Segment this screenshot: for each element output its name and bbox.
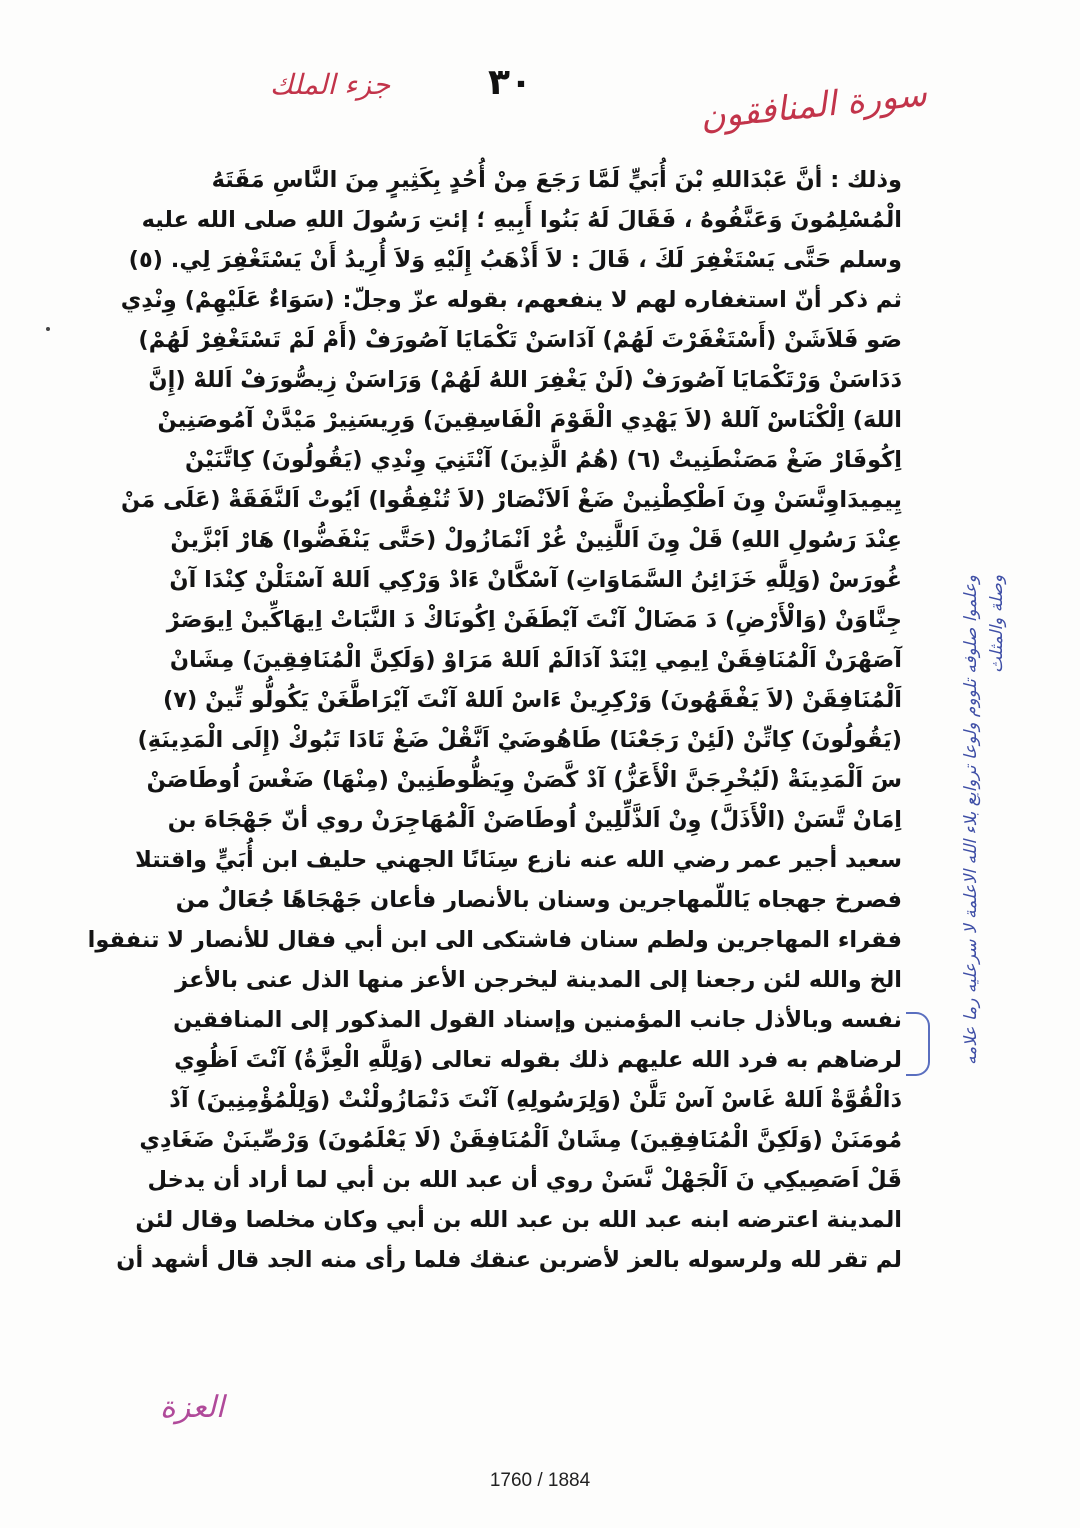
main-text-block	[87, 160, 902, 1280]
text-line: لم تقر لله ولرسوله بالعز لأضربن عنقك فلما رأى منه الجد قال أشهد أن	[116, 1247, 902, 1273]
scan-speck	[46, 327, 50, 331]
text-line: فقراء المهاجرين ولطم سنان فاشتكى الى ابن أبي فقال للأنصار لا تنفقوا	[87, 927, 902, 953]
text-line: اِمَانْ تَّسَنْ (الْأَذَلَّ) وِنْ اَلذَّلِّلِينْ اُوطَاصَنْ اَلْمُهَاجِرَنْ روي أنّ جَهْجَاهَ بن	[167, 807, 902, 833]
text-line: اَلْمُنَافِقَنْ (لاَ يَفْقَهُونَ) وَرْكِرِينْ ءَاسْ اَللهْ آنْتَ آيْرَاطَّغَنْ يَكُولُّو تِّينْ (٧)	[162, 687, 902, 713]
handwritten-margin-note: وعلموا صلوفه تلووم ولوعا تروايع بلاء الله الاعلمة لا سرعليه رما علامه وصلة والمثلث	[961, 575, 1007, 1066]
text-line: صَو فَلاَشَنْ (أَسْتَغْفَرْتَ لَهُمْ) آدَاسَنْ تَكْمَايَا آصُورَفْ (أَمْ لَمْ تَسْتَغْفِرْ لَهُمْ)	[138, 327, 902, 353]
text-line: قَلْ اَصَصِيكِي نَ اَلْجَهْلْ نَّسَنْ روي أن عبد الله بن أبي لما أراد أن يدخل	[147, 1167, 902, 1193]
text-line: سَ اَلْمَدِينَةْ (لَيُخْرِجَنَّ الْأَعَزُّ) آدْ كَّصَنْ وِيَظُّوطَنِينْ (مِنْهَا) ضَغْسَ اُوطَاصَنْ	[146, 767, 902, 793]
text-line: غُورَسْ (وَلِلَّهِ خَزَائِنُ السَّمَاوَاتِ) آسْكَّانْ ءَادْ وَرْكِي اَللهْ آسْتَلْنْ كِنْدَا آنْ	[169, 567, 902, 593]
text-line: اِكُوفَارْ ضَغْ مَصَنْطَنِيتْ (٦) (هُمُ الَّذِينَ) آنْتَنِيَ وِنْدِي (يَقُولُونَ) كِاتَّنَيْنْ	[184, 447, 902, 473]
handwritten-surah-name: سورة المنافقون	[698, 74, 929, 138]
text-line: وذلك : أنَّ عَبْدَاللهِ بْنَ أُبَيٍّ لَمَّا رَجَعَ مِنْ أُحُدٍ بِكَثِيرٍ مِنَ النَّاسِ مَقَتَهُ	[211, 167, 902, 193]
handwritten-footer-word: العزة	[160, 1390, 225, 1425]
text-line: لرضاهم به فرد الله عليهم ذلك بقوله تعالى (وَلِلَّهِ الْعِزَّةُ) آنْتَ اَظُوِي	[174, 1047, 902, 1073]
page-number: ٣٠	[488, 62, 532, 103]
text-line: سعيد أجير عمر رضي الله عنه نازع سِنَانًا الجهني حليف ابن أُبَيٍّ واقتتلا	[135, 847, 902, 873]
text-line: ثم ذكر أنّ استغفاره لهم لا ينفعهم، بقوله عزّ وجلّ: (سَوَاءٌ عَلَيْهِمْ) وِنْدِي	[120, 287, 902, 313]
page-counter: 1760 / 1884	[489, 1470, 591, 1491]
margin-bracket-mark	[906, 1012, 930, 1076]
text-line: فصرخ جهجاه يَاللّمهاجرين وسنان بالأنصار فأعان جَهْجَاهًا جُعَالٌ من	[175, 887, 902, 913]
text-line: آصَهْرَنْ اَلْمُنَافِقَنْ اِيمِي اِيْنَدْ آدَالَمْ اَللهْ مَرَاوْ (وَلَكِنَّ الْمُنَافِقِينَ) مِشَانْ	[169, 647, 902, 673]
text-line: مُومَنَنْ (وَلَكِنَّ الْمُنَافِقِينَ) مِشَانْ اَلْمُنَافِقَنْ (لَا يَعْلَمُونَ) وَرْصِّينَنْ ضَغَادِي	[139, 1127, 902, 1153]
text-line: دَدَاسَنْ وَرْتَكْمَايَا آصُورَفْ (لَنْ يَغْفِرَ اللهُ لَهُمْ) وَرَاسَنْ زِيصُّورَفْ اَللهْ (إِنَّ	[148, 367, 902, 393]
text-line: اللهَ) اِلْكْنَاسْ آللهْ (لاَ يَهْدِي الْقَوْمَ الْفَاسِقِينَ) وَرِيسَنِيرْ مَيْدَّنْ آمُوصَنِينْ	[157, 407, 902, 433]
text-line: جِنَّاوَنْ (وَالْأَرْضِ) دَ مَضَالْ آنْتَ آيْطَفَنْ اِكُونَاكْ دَ النَّبَاتْ اِيهَاكِّينْ اِيوَصَرْ	[166, 607, 902, 633]
text-line: المدينة اعترضه ابنه عبد الله بن عبد الله بن أبي وكان مخلصا وقال لئن	[135, 1207, 902, 1233]
text-line: الخ والله لئن رجعنا إلى المدينة ليخرجن الأعز منها الذل عنى بالأعز	[175, 967, 902, 993]
text-line: دَالْقُوَّةْ اَللهْ غَاسْ آسْ تَلَّنْ (وَلِرَسُولِهِ) آنْتَ دَنْمَازُولْنْتْ (وَلِلْمُؤْمِنِينَ) آدْ	[169, 1087, 902, 1113]
text-line: عِنْدَ رَسُولِ اللهِ) قَلْ وِنَ اَللَّنِينْ غُرْ اَنْمَازُولْ (حَتَّى يَنْفَضُّوا) هَارْ اَبْزَّينْ	[170, 527, 902, 553]
text-line: نفسه وبالأذل جانب المؤمنين وإسناد القول المذكور إلى المنافقين	[173, 1007, 902, 1033]
handwritten-juz-name: جزء الملك	[270, 68, 391, 101]
text-line: يِيمِيدَاوِنَّسَنْ وِنَ اَطْكِطْنِينْ ضَغْ اَلاَنْصَارْ (لاَ تُنْفِقُوا) اَيُوتْ اَلنَّفَقَةْ (عَلَى مَنْ	[120, 487, 902, 513]
text-line: وسلم حَتَّى يَسْتَغْفِرَ لَكَ ، قَالَ : لاَ أَذْهَبُ إِلَيْهِ وَلاَ أُرِيدُ أَنْ يَسْتَغْفِرَ لِي. (٥)	[128, 247, 902, 273]
text-line: الْمُسْلِمُونَ وَعَنَّفُوهُ ، فَقَالَ لَهُ بَنُوا أَبِيهِ ؛ إئتِ رَسُولَ اللهِ صلى الله عليه	[141, 207, 902, 233]
text-line: (يَقُولُونَ) كِاتِّنْ (لَئِنْ رَجَعْنَا) طَاهُوضَيْ اَنَّقْلْ ضَغْ تَادَا تَبُوكْ (إِلَى الْمَدِينَةِ)	[137, 727, 902, 753]
